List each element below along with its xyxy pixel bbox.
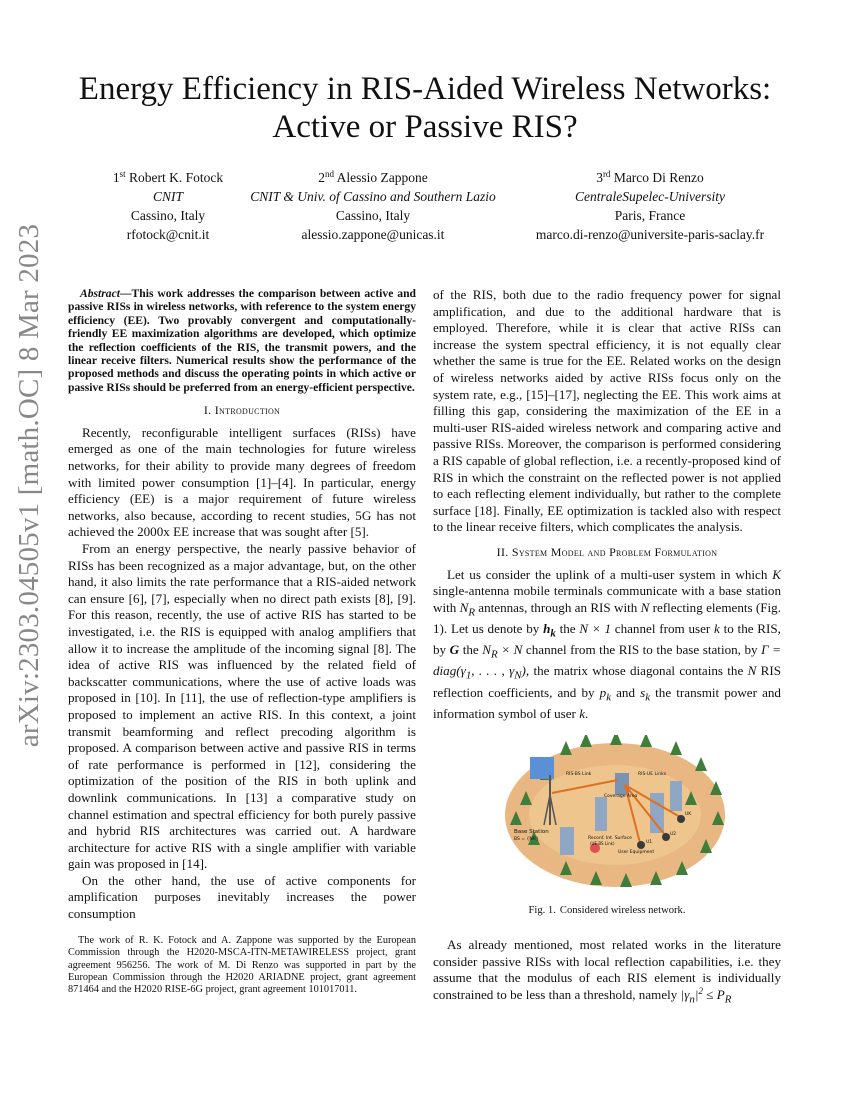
math-NR-by-N-base: N [482,642,491,658]
label-u1: U1 [646,840,653,845]
building-icon [670,781,682,811]
label-u2: U2 [670,832,677,837]
network-illustration [500,735,730,893]
sysmodel-text-12: and [616,684,636,700]
system-model-paragraph: Let us consider the uplink of a multi-user system in which K single-antenna mobile terminals communicate with a base station with $N_R$ antennas, through an RIS with N reflecting elements (Fig. 1). Let us denote by $h_k$ the N × 1 channel from user k to the RIS, by G the $N_R \times N$ channel from the RIS to the base station, by $\Gamma = diag(\gamma_1$, . . . , $\gamma_N$), the matrix whose diagonal contains the N RIS reflection coefficients, and by $p_k$ and $s_k$ the transmit power and information symbol of user k. [433,566,782,721]
sysmodel-text-10: the matrix whose diagonal contains the [533,663,744,679]
math-K: K [772,566,781,582]
sysmodel-text-7: to the RIS, by [433,620,781,658]
author-1 [88,168,248,244]
author-1-name: Robert K. Fotock [129,170,224,185]
user-equipment-icon [662,833,670,841]
label-base-station: Base Station [514,829,549,835]
figure-caption-text: Considered wireless network. [559,905,686,916]
author-1-name-line [88,168,248,187]
label-base-station-sub: BS = {NR} [514,837,539,842]
arxiv-identifier [2,223,58,747]
intro-paragraph-2: From an energy perspective, the nearly passive behavior of RISs has been recognized as a major advantage, but, on the other hand, it also limits the rate performance that a RIS-aided network can ensure [6], [7], especially when no direct path exists [8], [9]. For this reason, recently, the use of active RIS has started to be investigated, i.e. the RIS is equipped with analog amplifiers that allow it to increase the amplitude of the incoming signal [8]. The idea of active RIS was influenced by the related field of backscatter communications, where the use of active loads was proposed in [10]. In [11], the use of reflection-type amplifiers is proposed to implement an active RIS. In this context, a joint transmit beamforming and reflect precoding algorithm is proposed. A comparison between active and passive RIS in terms of rate performance is performed in [12], considering the optimization of the position of the RIS in both uplink and downlink communications. In [13] a comparative study on channel estimation and spectral efficiency for both purely passive and hybrid RIS architectures was carried out. A hardware architecture for active RIS with a single amplifier with variable gain was proposed in [14]. [68,541,416,872]
building-icon [560,827,574,855]
math-gamma-mid: , . . . , γ [471,663,515,679]
math-G: G [449,642,460,658]
tree-icon [670,741,682,755]
label-ris-link: (UE-BS Link) [590,841,615,846]
math-reflection-constraint [680,985,732,1006]
tree-icon [640,735,652,747]
sysmodel-text-13: the transmit power and information symbol of user [433,684,781,721]
network-figure [500,735,730,893]
building-icon [650,793,664,833]
math-N-2: N [747,663,757,679]
math-reflection-constraint-rhs: ≤ P [702,986,725,1002]
math-hk-base: h [543,620,551,636]
math-sk-sub: k [645,691,651,704]
paper-title-line2: Active or Passive RIS? [272,109,578,145]
math-reflection-constraint-sub: n [689,993,695,1006]
label-user-equipment: User Equipment [618,850,655,855]
math-k: k [714,620,720,636]
sysmodel-text-6: channel from user [614,620,711,636]
author-2-ordinal: 2 [318,170,325,185]
author-2-location: Cassino, Italy [335,208,411,223]
author-2 [228,168,518,244]
left-column [68,287,416,923]
abstract-dash: — [119,287,132,300]
author-1-ordinal: 1 [112,170,120,185]
label-uk: UK [685,812,692,817]
math-reflection-constraint-sup: 2 [698,985,703,996]
sysmodel-text-3: antennas, through an RIS with [478,599,638,615]
user-equipment-icon [677,815,685,823]
tree-icon [695,757,707,771]
local-reflection-text [433,937,781,1008]
author-3 [520,168,780,244]
author-3-affiliation: CentraleSupelec-University [575,189,725,204]
math-pk-base: p [599,684,607,700]
sysmodel-text-5: the [559,620,576,636]
math-NR-sub: R [468,606,475,619]
label-ris-ue-link: RIS-UE Links [638,772,667,777]
section-heading-introduction: I. Introduction [203,403,281,418]
intro-paragraph-3: On the other hand, the use of active components for amplification purposes inevitably increases the power consumption [68,872,416,922]
figure-caption [433,905,781,916]
math-gamma-subN: N [514,669,522,682]
building-icon [595,797,607,831]
section-heading-system-model: II. System Model and Problem Formulation [496,544,718,559]
math-reflection-constraint-bar: | [694,986,699,1002]
math-k-2: k [579,705,586,721]
math-sk [640,684,651,704]
sysmodel-text-9: channel from the RIS to the base station, by [525,642,758,658]
math-gamma-sub1: 1 [465,669,472,682]
author-2-email: alessio.zappone@unicas.it [301,227,445,242]
tree-icon [610,735,622,745]
funding-footnote: The work of R. K. Fotock and A. Zappone was supported by the European Commission through the H2020-MSCA-ITN-METAWIRELESS project, grant agreement 956256. The work of M. Di Renzo was supported in part by the European Commission through the H2020 ARIADNE project, grant agreement 871464 and the H2020 RISE-6G project, grant agreement 101017011. [68,935,416,996]
sysmodel-text-11: RIS reflection coefficients, and by [433,663,781,700]
math-pk-sub: k [606,691,612,704]
math-hk-sub: k [550,627,556,640]
sysmodel-text-1: Let us consider the uplink of a multi-user system in which [447,566,768,582]
local-reflection-body: As already mentioned, most related works in the literature consider passive RISs with local reflection capabilities, i.e. they assume that the modulus of each RIS element is individually constrained to be less than a threshold, namely [433,937,781,1002]
tree-icon [580,735,592,747]
author-2-name: Alessio Zappone [336,170,428,185]
author-1-email: rfotock@cnit.it [126,227,210,242]
intro-paragraph-1: Recently, reconfigurable intelligent surfaces (RISs) have emerged as one of the main technologies for future wireless networks, for their ability to provide many degrees of freedom with limited power consumption [1]–[4]. In particular, energy efficiency (EE) is a major requirement of future wireless networks, also because, according to recent studies, 5G has not achieved the 2000x EE increase that was sought after [5]. [68,424,416,540]
sysmodel-text-2: single-antenna mobile terminals communicate with a base station with [433,583,781,615]
author-1-affiliation: CNIT [152,189,183,204]
local-reflection-paragraph [433,937,781,1008]
math-reflection-constraint-start: |γ [680,986,690,1002]
math-NR [459,599,475,619]
author-2-affiliation: CNIT & Univ. of Cassino and Southern Lazio [250,189,496,204]
author-1-location: Cassino, Italy [130,208,206,223]
author-3-location: Paris, France [614,208,686,223]
abstract-label-text: Abstract [80,287,120,300]
author-2-name-line [228,168,518,187]
right-column [433,287,781,722]
author-3-ordinal: 3 [596,170,603,185]
abstract [68,287,416,394]
intro-paragraph-3-continued: of the RIS, both due to the radio frequency power for signal amplification, and due to the additional hardware that is employed. Therefore, while it is clear that active RISs can increase the system spectral efficiency, it is not equally clear whether the same is true for the EE. Related works on the design of wireless networks aided by active RISs focus only on the system rate, e.g., [15]–[17], neglecting the EE. This work aims at filling this gap, considering the maximization of the EE in a multi-user RIS-aided wireless network and comparing active and passive RISs. Moreover, the comparison is performed considering a RIS capable of global reflection, i.e. a recently-proposed kind of RIS in which the constraint on the reflected power is not applied to each reflecting element individually, but rather to the complete surface [18]. Finally, EE optimization is tackled also with respect to the linear receive filters, which complicates the analysis. [433,287,781,535]
math-NR-base: N [459,599,469,615]
arxiv-identifier-text: arXiv:2303.04505v1 [math.OC] 8 Mar 2023 [13,223,46,747]
math-sk-base: s [640,684,646,700]
label-ris: Reconf. Int. Surface [588,836,632,841]
math-gamma-end: ), [521,663,530,679]
label-ris-bs-link: RIS-BS Link [566,772,592,777]
author-3-name: Marco Di Renzo [613,170,704,185]
math-gamma-start: Γ = diag(γ [433,642,782,679]
author-block [0,168,850,248]
math-NR-by-N-sub: R [490,648,498,661]
math-hk [543,620,556,640]
math-pk [599,684,612,704]
author-2-ordinal-suffix: nd [325,169,334,179]
abstract-label [80,287,132,300]
math-N-by-1: N × 1 [579,620,611,636]
sysmodel-text-4: reflecting elements (Fig. 1). Let us denote by [433,599,781,636]
paper-title [40,70,810,146]
author-3-email: marco.di-renzo@universite-paris-saclay.fr [535,227,765,242]
label-coverage: Coverage Area [604,794,638,799]
math-NR-by-N [482,642,523,661]
paper-title-line1: Energy Efficiency in RIS-Aided Wireless Networks: [78,71,772,107]
author-3-ordinal-suffix: rd [602,169,611,179]
abstract-text: This work addresses the comparison between active and passive RISs in wireless networks, with reference to the system energy efficiency (EE). Two provably convergent and computationally-friendly EE maximization algorithms are developed, which optimize the reflection coefficients of the RIS, the transmit powers, and the linear receive filters. Numerical results show the performance of the proposed methods and discuss the operating points in which active or passive RISs should be preferred from an energy-efficient perspective. [68,287,416,394]
math-N: N [640,599,650,615]
math-NR-by-N-rest: × N [497,642,523,658]
sysmodel-text-8: the [462,642,479,658]
author-3-name-line [520,168,780,187]
figure-caption-label: Fig. 1. [528,905,556,916]
math-reflection-constraint-rhs-sub: R [724,993,732,1006]
tree-icon [560,741,572,755]
user-equipment-icon [637,841,645,849]
author-1-ordinal-suffix: st [119,169,126,179]
